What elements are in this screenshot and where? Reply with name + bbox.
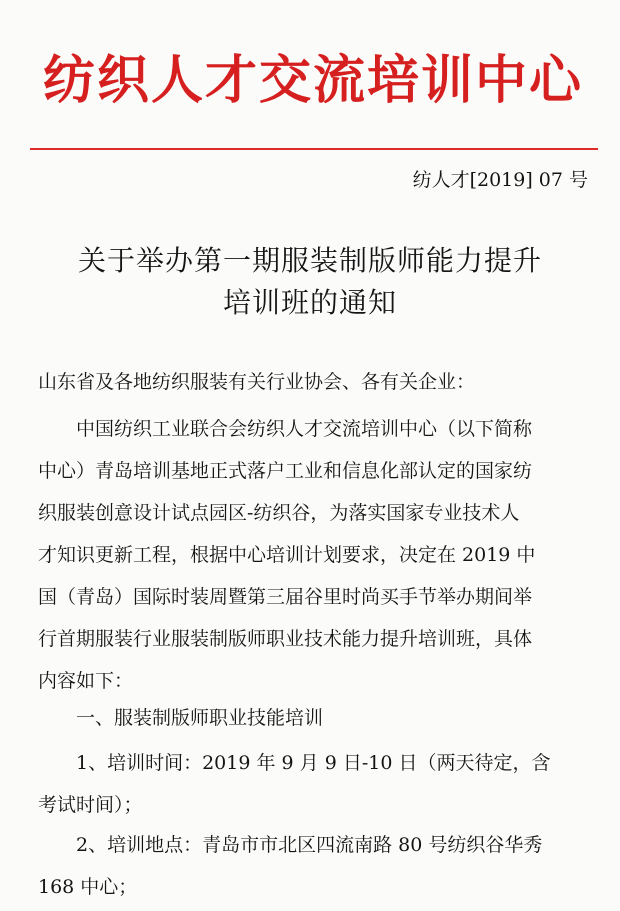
intro-line: 行首期服装行业服装制版师职业技术能力提升培训班，具体	[38, 628, 533, 650]
section-heading-1: 一、服装制版师职业技能培训	[76, 707, 324, 729]
item-line: 168 中心；	[38, 876, 138, 898]
header-divider-rule	[30, 148, 598, 150]
intro-line: 才知识更新工程，根据中心培训计划要求，决定在 2019 中	[38, 544, 536, 566]
organization-header: 纺织人才交流培训中心	[42, 51, 583, 111]
list-item-training-time	[38, 742, 586, 826]
intro-line: 织服装创意设计试点园区-纺织谷，为落实国家专业技术人	[38, 502, 520, 524]
document-number: 纺人才[2019] 07 号	[412, 169, 588, 191]
addressee-line: 山东省及各地纺织服装有关行业协会、各有关企业：	[38, 371, 476, 393]
intro-line: 中国纺织工业联合会纺织人才交流培训中心（以下简称	[76, 418, 533, 440]
title-line-1: 关于举办第一期服装制版师能力提升	[77, 244, 542, 277]
item-line: 考试时间）；	[38, 794, 143, 816]
intro-line: 内容如下：	[38, 670, 134, 692]
item-line: 2、培训地点：青岛市市北区四流南路 80 号纺织谷华秀	[76, 834, 543, 856]
item-line: 1、培训时间：2019 年 9 月 9 日-10 日（两天待定，含	[76, 752, 551, 774]
list-item-training-location	[38, 824, 586, 908]
notice-title	[40, 240, 580, 324]
intro-paragraph	[38, 408, 586, 702]
intro-line: 国（青岛）国际时装周暨第三届谷里时尚买手节举办期间举	[38, 586, 533, 608]
title-line-2: 培训班的通知	[222, 286, 397, 319]
intro-line: 中心）青岛培训基地正式落户工业和信息化部认定的国家纺	[38, 460, 533, 482]
